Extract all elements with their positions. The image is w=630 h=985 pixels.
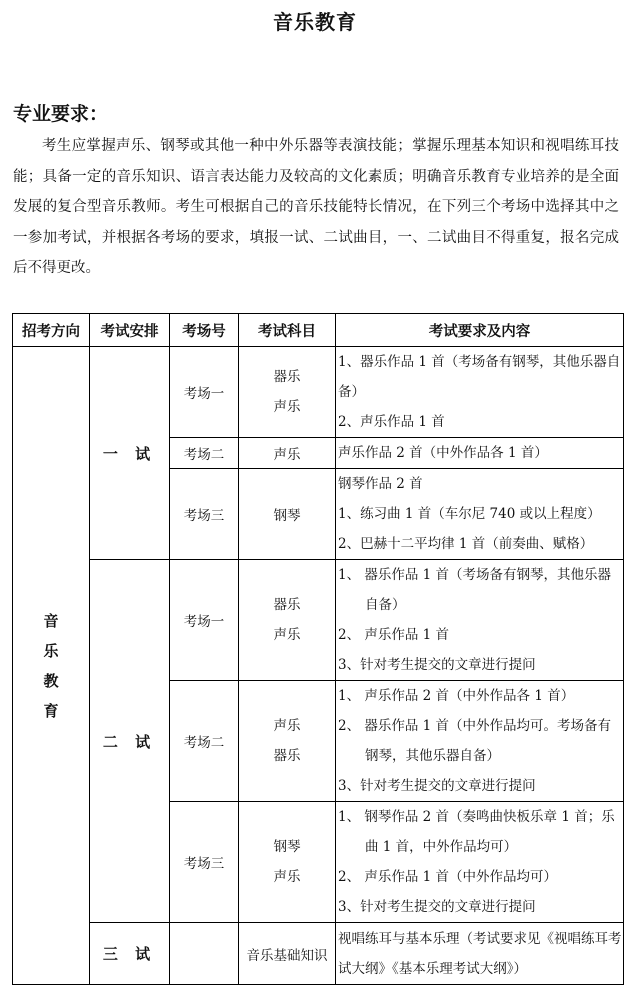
round3-room-empty: [170, 923, 239, 985]
subject-label: 钢琴: [273, 508, 301, 524]
major-cell: [13, 347, 90, 985]
round1-room2-subjects: [239, 438, 336, 469]
round-3-label: 三 试: [90, 923, 170, 985]
requirement-item: 2、声乐作品 1 首: [338, 414, 445, 430]
header-subject: 考试科目: [239, 314, 336, 347]
subject-label: 器乐: [273, 748, 301, 764]
round1-room1-requirements: [336, 347, 624, 438]
table-row: [13, 560, 624, 681]
round-1-label: 一 试: [90, 347, 170, 560]
round1-room1-name: 考场一: [170, 347, 239, 438]
subject-label: 器乐: [273, 369, 301, 385]
subject-label: 声乐: [273, 447, 301, 463]
round3-requirement: 视唱练耳与基本乐理（考试要求见《视唱练耳考试大纲》《基本乐理考试大纲》）: [336, 923, 624, 985]
requirement-item: 1、 钢琴作品 2 首（奏鸣曲快板乐章 1 首；乐曲 1 首，中外作品均可）: [338, 809, 615, 855]
subject-label: 声乐: [273, 718, 301, 734]
subject-label: 声乐: [273, 869, 301, 885]
requirement-item: 1、练习曲 1 首（车尔尼 740 或以上程度）: [338, 506, 601, 522]
subject-label: 器乐: [273, 597, 301, 613]
round1-room2-requirements: [336, 438, 624, 469]
round1-room3-name: 考场三: [170, 469, 239, 560]
requirement-item: 2、 声乐作品 1 首（中外作品均可）: [338, 869, 558, 885]
subject-label: 声乐: [273, 399, 301, 415]
major-char: 育: [43, 701, 59, 720]
requirement-item: 2、巴赫十二平均律 1 首（前奏曲、赋格）: [338, 536, 594, 552]
round2-room1-requirements: [336, 560, 624, 681]
round2-room3-subjects: [239, 802, 336, 923]
round3-subject: 音乐基础知识: [239, 923, 336, 985]
subject-label: 声乐: [273, 627, 301, 643]
requirement-item: 声乐作品 2 首（中外作品各 1 首）: [338, 445, 548, 461]
section-heading: 专业要求：: [13, 103, 109, 125]
header-direction: 招考方向: [13, 314, 90, 347]
header-room: 考场号: [170, 314, 239, 347]
requirement-item: 钢琴作品 2 首: [338, 476, 423, 492]
table-row: [13, 347, 624, 438]
round1-room2-name: 考场二: [170, 438, 239, 469]
round1-room1-subjects: [239, 347, 336, 438]
requirement-item: 2、 器乐作品 1 首（中外作品均可。考场备有钢琴，其他乐器自备）: [338, 718, 612, 764]
major-char: 乐: [43, 641, 59, 660]
round2-room2-requirements: [336, 681, 624, 802]
requirement-item: 2、 声乐作品 1 首: [338, 627, 450, 643]
round2-room2-name: 考场二: [170, 681, 239, 802]
major-char: 教: [43, 671, 59, 690]
round2-room1-subjects: [239, 560, 336, 681]
exam-table: [12, 313, 624, 985]
round2-room3-name: 考场三: [170, 802, 239, 923]
table-header-row: [13, 314, 624, 347]
intro-paragraph: 考生应掌握声乐、钢琴或其他一种中外乐器等表演技能；掌握乐理基本知识和视唱练耳技能；具备一定的音乐知识、语言表达能力及较高的文化素质；明确音乐教育专业培养的是全面发展的复合型音乐教师。考生可根据自己的音乐技能特长情况，在下列三个考场中选择其中之一参加考试，并根据各考场的要求，填报一试、二试曲目，一、二试曲目不得重复，报名完成后不得更改。: [13, 138, 619, 276]
requirement-item: 1、 声乐作品 2 首（中外作品各 1 首）: [338, 688, 575, 704]
round1-room3-subjects: [239, 469, 336, 560]
header-requirements: 考试要求及内容: [336, 314, 624, 347]
requirement-item: 3、针对考生提交的文章进行提问: [338, 778, 536, 794]
table-row: [13, 923, 624, 985]
header-arrangement: 考试安排: [90, 314, 170, 347]
requirement-item: 1、 器乐作品 1 首（考场备有钢琴，其他乐器自备）: [338, 567, 612, 613]
major-char: 音: [43, 611, 59, 630]
round2-room1-name: 考场一: [170, 560, 239, 681]
requirement-item: 1、器乐作品 1 首（考场备有钢琴，其他乐器自备）: [338, 354, 621, 400]
subject-label: 钢琴: [273, 839, 301, 855]
round1-room3-requirements: [336, 469, 624, 560]
requirement-item: 3、针对考生提交的文章进行提问: [338, 657, 536, 673]
round2-room3-requirements: [336, 802, 624, 923]
round2-room2-subjects: [239, 681, 336, 802]
requirement-item: 3、针对考生提交的文章进行提问: [338, 899, 536, 915]
page-title: 音乐教育: [273, 10, 357, 34]
round-2-label: 二 试: [90, 560, 170, 923]
